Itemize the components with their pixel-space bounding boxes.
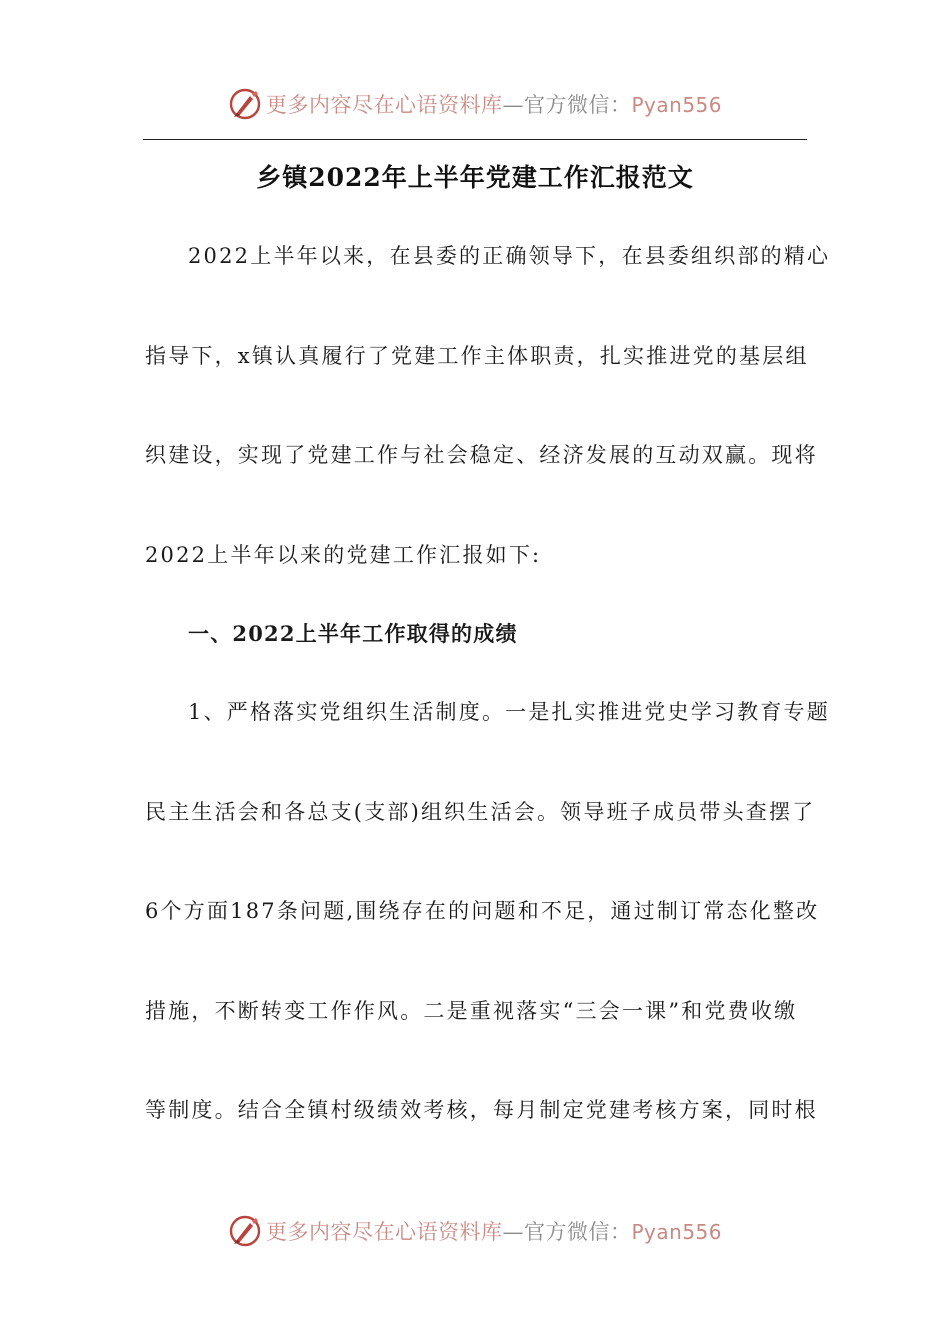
banner-dash: —	[502, 93, 524, 117]
banner-label: 官方微信：	[523, 93, 632, 117]
body-line: 1、严格落实党组织生活制度。一是扎实推进党史学习教育专题	[188, 700, 830, 724]
banner-label: 官方微信：	[523, 1220, 632, 1244]
banner-dash: —	[502, 1220, 524, 1244]
body-line: 2022上半年以来的党建工作汇报如下:	[145, 543, 542, 567]
pen-logo-icon	[228, 87, 262, 121]
banner-wechat-id: Pyan556	[631, 1220, 722, 1244]
body-line: 6个方面187条问题,围绕存在的问题和不足，通过制订常态化整改	[145, 899, 820, 923]
body-line: 等制度。结合全镇村级绩效考核，每月制定党建考核方案，同时根	[145, 1098, 818, 1122]
pen-logo-icon	[228, 1214, 262, 1248]
footer-banner	[0, 1209, 950, 1253]
body-line: 织建设，实现了党建工作与社会稳定、经济发展的互动双赢。现将	[145, 443, 818, 467]
body-line: 措施，不断转变工作作风。二是重视落实“三会一课”和党费收缴	[145, 999, 798, 1023]
banner-main-text: 更多内容尽在心语资料库	[265, 93, 503, 117]
banner-main-text: 更多内容尽在心语资料库	[265, 1220, 503, 1244]
banner-text	[266, 89, 722, 119]
banner-wechat-id: Pyan556	[631, 93, 722, 117]
body-line: 2022上半年以来，在县委的正确领导下，在县委组织部的精心	[188, 244, 831, 268]
document-title: 乡镇2022年上半年党建工作汇报范文	[256, 163, 694, 192]
banner-text	[266, 1216, 722, 1246]
body-line: 民主生活会和各总支(支部)组织生活会。领导班子成员带头查摆了	[145, 800, 816, 824]
section-heading: 一、2022上半年工作取得的成绩	[188, 621, 518, 646]
header-divider	[143, 139, 807, 140]
body-line: 指导下，x镇认真履行了党建工作主体职责，扎实推进党的基层组	[145, 344, 809, 368]
header-banner	[0, 82, 950, 126]
